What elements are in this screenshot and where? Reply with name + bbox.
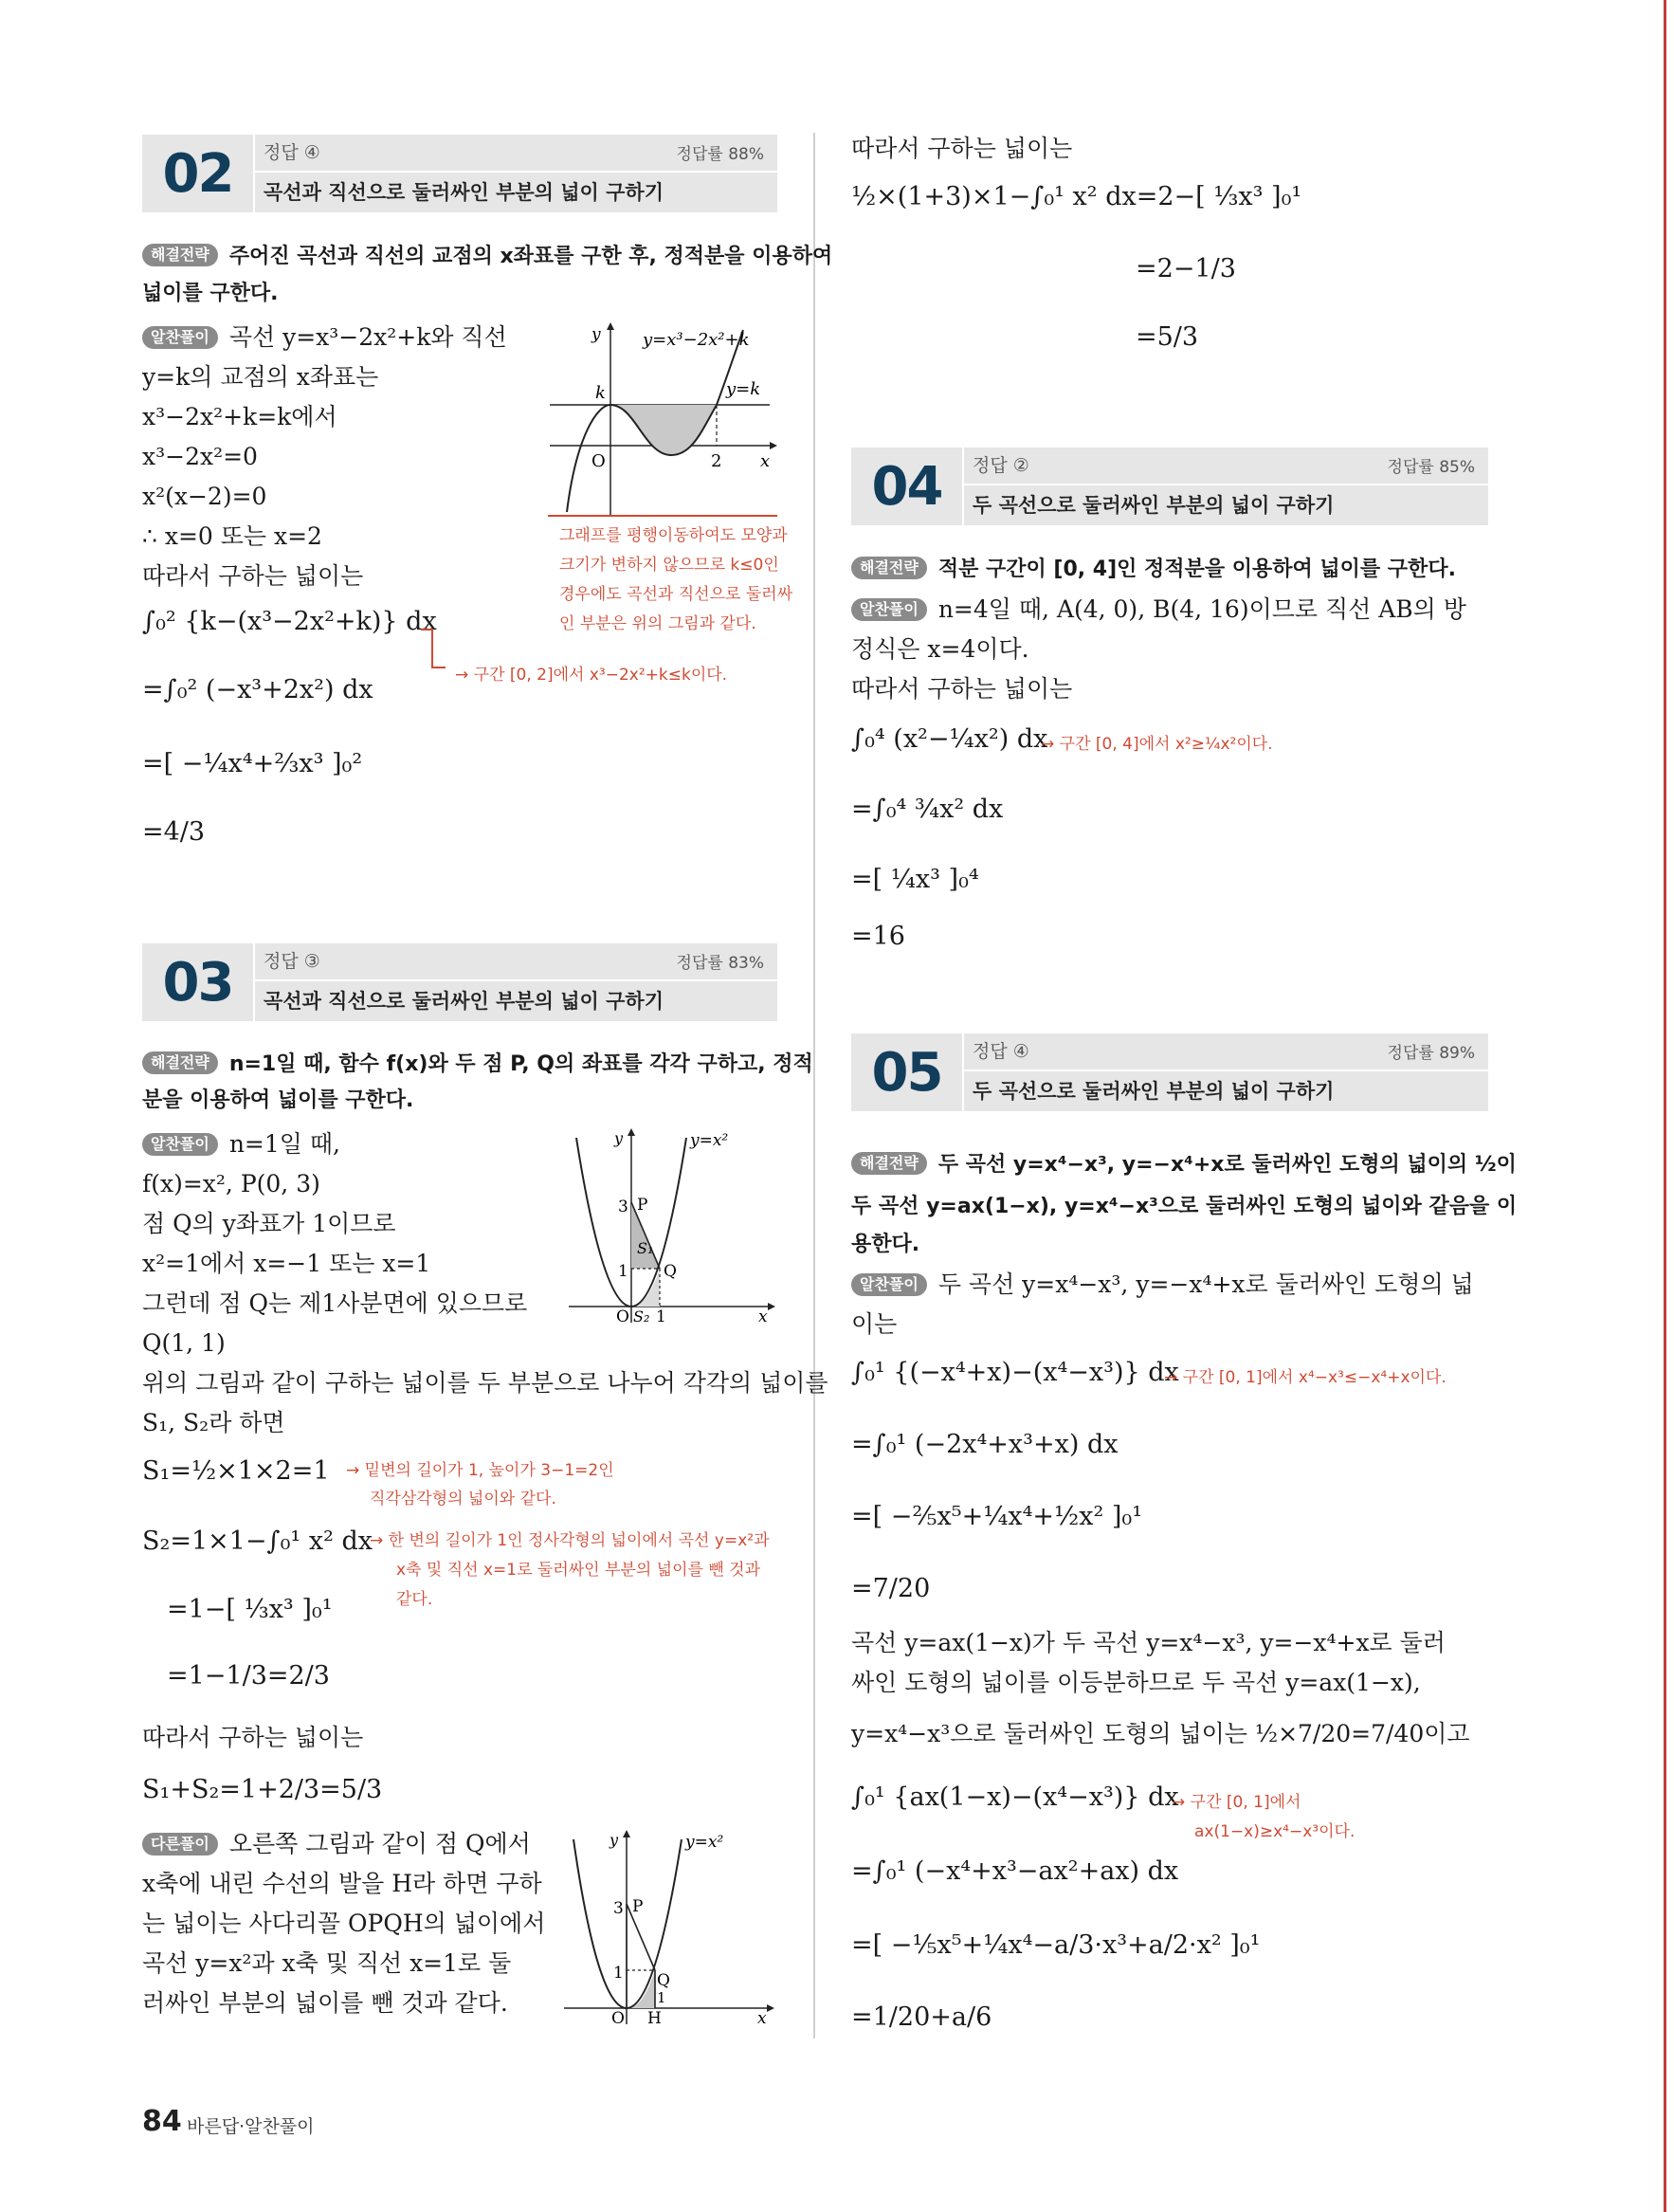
continued-line: 따라서 구하는 넓이는 [851,135,1073,162]
solution-line-6: Q(1, 1) [142,1329,226,1357]
alt-line-3: 는 넓이는 사다리꼴 OPQH의 넓이에서 [142,1910,546,1937]
alt-line-2: x축에 내린 수선의 발을 H라 하면 구하 [142,1870,542,1897]
equation-result: =16 [851,922,905,951]
graph-s2-label: S₂ [633,1307,650,1325]
equation-step-4: =7/20 [851,1574,931,1603]
graph-note-2: 크기가 변하지 않으므로 k≤0인 [559,556,779,575]
middle-line-2: 싸인 도형의 넓이를 이등분하므로 두 곡선 y=ax(1−x), [851,1669,1421,1696]
s2-step-2: =1−[ ⅓x³ ]₀¹ [167,1595,333,1624]
equation-step-8: =1/20+a/6 [851,2002,992,2032]
answer-label: 정답 ④ [264,142,320,163]
equation-step-2: =∫₀¹ (−2x⁴+x³+x) dx [851,1430,1119,1459]
strategy-tag: 해결전략 [851,557,927,579]
middle-line-3: y=x⁴−x³으로 둘러싸인 도형의 넓이는 ½×7/20=7/40이고 [851,1720,1470,1747]
range-note-1: → 구간 [0, 1]에서 x⁴−x³≤−x⁴+x이다. [1164,1368,1447,1387]
graph-note-1: 그래프를 평행이동하여도 모양과 [559,526,788,545]
middle-line-1: 곡선 y=ax(1−x)가 두 곡선 y=x⁴−x³, y=−x⁴+x로 둘러 [851,1629,1446,1656]
equation-step-7: =[ −⅕x⁵+¼x⁴−a/3·x³+a/2·x² ]₀¹ [851,1930,1261,1960]
graph-x-label: x [757,2009,767,2028]
continued-equation-1: ½×(1+3)×1−∫₀¹ x² dx=2−[ ⅓x³ ]₀¹ [851,182,1302,211]
s1-note-1: → 밑변의 길이가 1, 높이가 3−1=2인 [346,1461,614,1480]
solution-line-2: y=k의 교점의 x좌표는 [142,363,379,391]
strategy-tag: 해결전략 [142,1051,218,1074]
solution-wide-2: S₁, S₂라 하면 [142,1409,285,1436]
range-note: → 구간 [0, 2]에서 x³−2x²+k≤k이다. [455,666,728,685]
problem-number: 05 [871,1041,942,1104]
problem-number: 03 [162,951,233,1014]
graph-note-3: 경우에도 곡선과 직선으로 둘러싸 [559,585,793,604]
graph-two-label: 2 [711,451,722,471]
strategy-line: 해결전략 적분 구간이 [0, 4]인 정적분을 이용하여 넓이를 구한다. [851,550,1456,590]
topic-title: 두 곡선으로 둘러싸인 부분의 넓이 구하기 [973,494,1335,517]
note-arrow-connector [419,626,447,673]
solution-line-3: 따라서 구하는 넓이는 [851,675,1073,703]
cubic-graph [550,322,777,517]
solution-line-2: 정식은 x=4이다. [851,635,1029,663]
graph-y-label: y [610,1831,619,1849]
problem-05-header [851,1033,1488,1111]
graph-k-label: k [595,383,606,403]
graph-x-label: x [760,451,771,471]
parabola-graph-1 [569,1128,777,1327]
solution-tag: 알찬풀이 [142,326,218,349]
graph-origin-label: O [611,2009,625,2028]
equation-integral-2: ∫₀¹ {ax(1−x)−(x⁴−x³)} dx [851,1782,1179,1812]
problem-number: 02 [162,142,233,205]
solution-line-1: 알찬풀이 곡선 y=x³−2x²+k와 직선 [142,318,507,357]
strategy-line: 해결전략 n=1일 때, 함수 f(x)와 두 점 P, Q의 좌표를 각각 구하고, 정적 [142,1045,813,1085]
solution-line-2: 이는 [851,1310,898,1338]
page-edge-line [1664,0,1666,2212]
solution-line-1: 알찬풀이 두 곡선 y=x⁴−x³, y=−x⁴+x로 둘러싸인 도형의 넓 [851,1265,1474,1305]
equation-step-2: =∫₀² (−x³+2x²) dx [142,675,373,704]
graph-p-label: P [637,1196,648,1215]
graph-one-label: 1 [618,1262,628,1281]
answer-label: 정답 ② [973,455,1029,476]
topic-title: 두 곡선으로 둘러싸인 부분의 넓이 구하기 [973,1080,1335,1103]
equation-result: =4/3 [142,817,206,847]
correct-rate: 정답률 89% [1387,1044,1475,1063]
range-note: → 구간 [0, 4]에서 x²≥¼x²이다. [1041,735,1273,754]
alt-tag: 다른풀이 [142,1833,218,1856]
graph-s1-label: S₁ [637,1239,654,1257]
solution-tag: 알찬풀이 [851,1273,927,1296]
graph-three-label: 3 [613,1899,624,1918]
continued-equation-2: =2−1/3 [1136,254,1236,283]
solution-tag: 알찬풀이 [142,1133,218,1156]
graph-three-label: 3 [618,1197,628,1216]
solution-line-3: x³−2x²+k=k에서 [142,403,337,430]
s1-equation: S₁=½×1×2=1 [142,1456,330,1486]
strategy-line-2: 두 곡선 y=ax(1−x), y=x⁴−x³으로 둘러싸인 도형의 넓이와 같음을 이 [851,1195,1518,1218]
solution-line-2: f(x)=x², P(0, 3) [142,1170,320,1197]
graph-origin-label: O [616,1307,629,1326]
equation-integral: ∫₀² {k−(x³−2x²+k)} dx [142,607,437,636]
strategy-text-2: 넓이를 구한다. [142,282,279,305]
note-rule [548,515,777,517]
solution-wide-1: 위의 그림과 같이 구하는 넓이를 두 부분으로 나누어 각각의 넓이를 [142,1369,828,1397]
graph-p-label: P [632,1897,644,1916]
equation-step-3: =[ −⅖x⁵+¼x⁴+½x² ]₀¹ [851,1502,1143,1531]
s2-note-3: 같다. [396,1590,433,1609]
s2-note-1: → 한 변의 길이가 1인 정사각형의 넓이에서 곡선 y=x²과 [370,1531,770,1550]
solution-line-4: x²=1에서 x=−1 또는 x=1 [142,1250,431,1277]
problem-04-header [851,448,1488,525]
graph-curve-label: y=x² [685,1833,724,1852]
s2-equation: S₂=1×1−∫₀¹ x² dx [142,1526,373,1556]
graph-x-label: x [758,1307,768,1326]
continued-equation-3: =5/3 [1136,322,1199,352]
range-note-2a: → 구간 [0, 1]에서 [1172,1793,1301,1812]
solution-line-7: 따라서 구하는 넓이는 [142,562,364,590]
strategy-text-2: 분을 이용하여 넓이를 구한다. [142,1088,414,1112]
graph-origin-label: O [591,451,606,471]
alt-line-5: 러싸인 부분의 넓이를 뺀 것과 같다. [142,1989,508,2017]
s2-note-2: x축 및 직선 x=1로 둘러싸인 부분의 넓이를 뺀 것과 [396,1561,761,1580]
correct-rate: 정답률 85% [1387,458,1475,477]
solution-line-6: ∴ x=0 또는 x=2 [142,522,322,550]
s2-step-3: =1−1/3=2/3 [167,1661,330,1691]
topic-title: 곡선과 직선으로 둘러싸인 부분의 넓이 구하기 [264,990,664,1013]
conclusion-line: 따라서 구하는 넓이는 [142,1724,364,1751]
graph-y-label: y [614,1129,624,1147]
strategy-line-3: 용한다. [851,1233,920,1256]
equation-integral: ∫₀¹ {(−x⁴+x)−(x⁴−x³)} dx [851,1358,1179,1387]
solution-line-5: 그런데 점 Q는 제1사분면에 있으므로 [142,1289,528,1317]
solution-line-3: 점 Q의 y좌표가 1이므로 [142,1210,396,1237]
strategy-line-1: 해결전략 두 곡선 y=x⁴−x³, y=−x⁴+x로 둘러싸인 도형의 넓이의 ½이 [851,1145,1517,1185]
graph-h-label: H [647,2009,662,2028]
equation-step-3: =[ −¼x⁴+⅔x³ ]₀² [142,749,363,778]
correct-rate: 정답률 88% [676,145,764,164]
graph-one-x-label: 1 [656,1307,666,1326]
graph-one-x-label: 1 [657,1989,666,2006]
graph-curve-label: y=x³−2x²+k [643,330,750,350]
sum-equation: S₁+S₂=1+2/3=5/3 [142,1775,383,1804]
graph-note-4: 인 부분은 위의 그림과 같다. [559,614,756,633]
solution-line-5: x²(x−2)=0 [142,483,267,510]
strategy-tag: 해결전략 [142,244,218,266]
parabola-graph-2 [564,1830,777,2029]
strategy-text: 주어진 곡선과 직선의 교점의 x좌표를 구한 후, 정적분을 이용하여 [228,245,833,268]
equation-step-6: =∫₀¹ (−x⁴+x³−ax²+ax) dx [851,1856,1179,1886]
equation-step-2: =∫₀⁴ ¾x² dx [851,795,1004,824]
s1-note-2: 직각삼각형의 넓이와 같다. [370,1490,556,1508]
graph-line-label: y=k [726,379,761,399]
page-number: 84 [142,2105,182,2138]
graph-y-label: y [591,325,601,344]
graph-curve-label: y=x² [690,1131,729,1150]
equation-step-3: =[ ¼x³ ]₀⁴ [851,865,979,894]
solution-line-1: 알찬풀이 n=1일 때, [142,1124,340,1164]
solution-line-4: x³−2x²=0 [142,443,258,470]
range-note-2b: ax(1−x)≥x⁴−x³이다. [1194,1822,1356,1841]
problem-03-header [142,943,777,1021]
strategy-line [142,237,832,277]
answer-label: 정답 ④ [973,1041,1029,1062]
alt-line-4: 곡선 y=x²과 x축 및 직선 x=1로 둘 [142,1949,512,1977]
graph-q-label: Q [657,1971,670,1990]
solution-line-1: 알찬풀이 n=4일 때, A(4, 0), B(4, 16)이므로 직선 AB의 방 [851,590,1466,630]
column-divider [813,133,815,2038]
problem-02-header [142,135,777,212]
graph-one-label: 1 [613,1964,624,1983]
problem-number: 04 [871,455,942,518]
topic-title: 곡선과 직선으로 둘러싸인 부분의 넓이 구하기 [264,181,664,204]
footer-title: 바른답·알찬풀이 [187,2116,315,2137]
correct-rate: 정답률 83% [676,954,764,973]
strategy-tag: 해결전략 [851,1152,927,1175]
solution-tag: 알찬풀이 [851,598,927,621]
equation-integral: ∫₀⁴ (x²−¼x²) dx [851,724,1048,754]
alt-line-1: 다른풀이 오른쪽 그림과 같이 점 Q에서 [142,1824,531,1864]
answer-label: 정답 ③ [264,951,320,972]
graph-q-label: Q [664,1262,677,1281]
